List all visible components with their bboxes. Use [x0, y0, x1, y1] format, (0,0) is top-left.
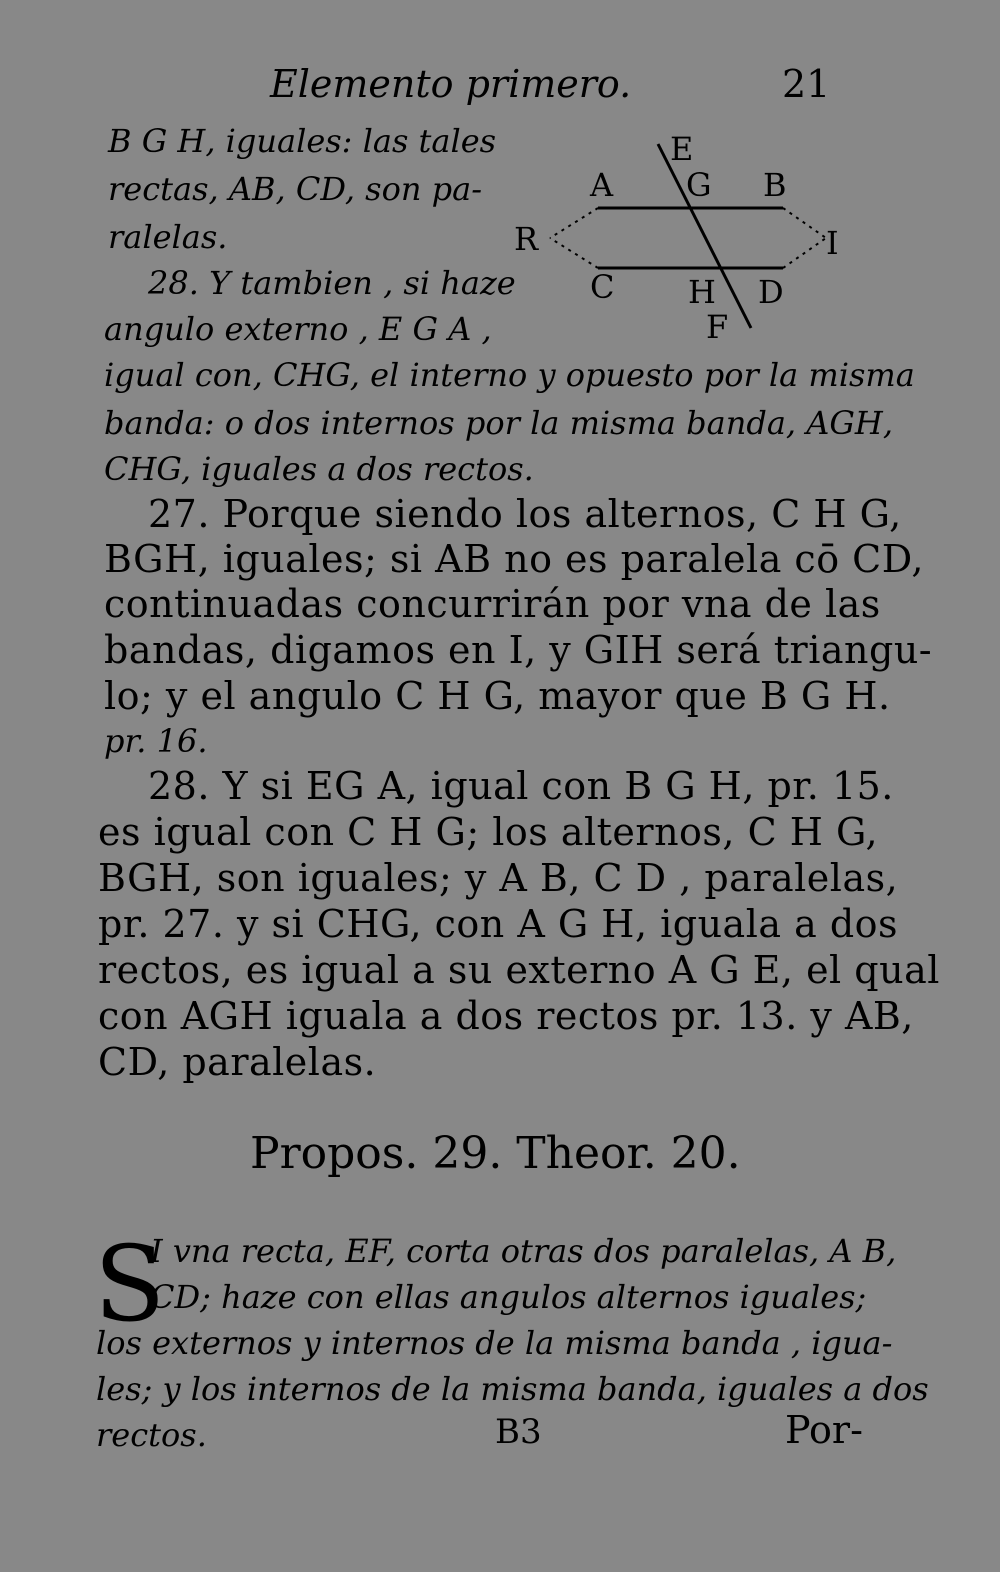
dotted-di [783, 238, 826, 268]
proof-line-4: bandas, digamos en I, y GIH será triangu- [104, 628, 933, 672]
running-title: Elemento primero. [270, 62, 632, 106]
proposition-line-3: los externos y internos de la misma banda , igua- [96, 1324, 893, 1362]
proof-line-8: es igual con C H G; los alternos, C H G, [98, 810, 879, 854]
intro-line-8: CHG, iguales a dos rectos. [104, 450, 534, 488]
label-f: F [706, 308, 729, 338]
catchword: Por- [785, 1408, 863, 1452]
intro-line-1: B G H, iguales: las tales [108, 122, 497, 160]
proposition-title: Propos. 29. Theor. 20. [250, 1128, 741, 1179]
label-b: B [763, 166, 787, 204]
label-g: G [686, 166, 712, 204]
proof-line-7: 28. Y si EG A, igual con B G H, pr. 15. [148, 764, 894, 808]
label-i: I [826, 224, 839, 262]
dotted-ar [550, 208, 598, 238]
proof-line-1: 27. Porque siendo los alternos, C H G, [148, 492, 902, 536]
proof-line-9: BGH, son iguales; y A B, C D , paralelas, [98, 856, 899, 900]
proposition-line-5: rectos. [96, 1416, 207, 1454]
proof-line-5: lo; y el angulo C H G, mayor que B G H. [104, 674, 891, 718]
proof-line-3: continuadas concurrirán por vna de las [104, 582, 881, 626]
label-c: C [590, 268, 615, 306]
parallel-lines-diagram [508, 128, 848, 338]
label-a: A [590, 166, 614, 204]
signature-mark: B3 [495, 1412, 542, 1452]
intro-line-4: 28. Y tambien , si haze [148, 264, 516, 302]
drop-cap: S [94, 1223, 166, 1345]
intro-line-3: ralelas. [108, 218, 228, 256]
label-e: E [670, 130, 694, 168]
label-r: R [514, 220, 539, 258]
proof-line-6: pr. 16. [104, 722, 208, 760]
proposition-line-4: les; y los internos de la misma banda, iguales a dos [96, 1370, 929, 1408]
proposition-line-2: CD; haze con ellas angulos alternos iguales; [150, 1278, 867, 1316]
proof-line-11: rectos, es igual a su externo A G E, el qual [98, 948, 940, 992]
proof-line-12: con AGH iguala a dos rectos pr. 13. y AB, [98, 994, 914, 1038]
intro-line-5: angulo externo , E G A , [104, 310, 492, 348]
intro-line-7: banda: o dos internos por la misma banda, AGH, [104, 404, 893, 442]
dotted-bi [783, 208, 826, 238]
intro-line-6: igual con, CHG, el interno y opuesto por la misma [104, 356, 915, 394]
label-d: D [758, 273, 784, 311]
page-number: 21 [782, 62, 831, 106]
proof-line-10: pr. 27. y si CHG, con A G H, iguala a dos [98, 902, 899, 946]
proposition-line-1: I vna recta, EF, corta otras dos paralelas, A B, [150, 1232, 897, 1270]
proof-line-13: CD, paralelas. [98, 1040, 377, 1084]
proof-line-2: BGH, iguales; si AB no es paralela cō CD, [104, 537, 924, 581]
dotted-cr [550, 238, 598, 268]
label-h: H [688, 273, 716, 311]
intro-line-2: rectas, AB, CD, son pa- [108, 170, 483, 208]
